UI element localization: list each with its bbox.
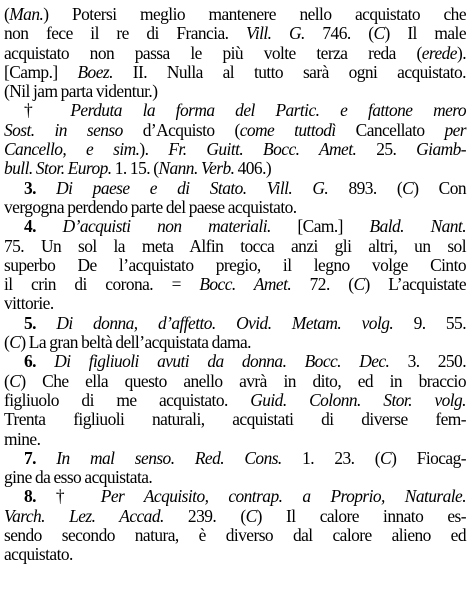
text-line xyxy=(4,294,466,313)
text-run: † xyxy=(55,486,101,507)
italic-text: Di figliuoli avuti da donna. Bocc. Dec. xyxy=(54,351,390,372)
text-run: ) La gran beltà dell’acquistata dama. xyxy=(20,332,251,353)
text-line xyxy=(4,507,466,526)
text-run: ) Con xyxy=(413,177,466,198)
italic-text: D’acquisti non materiali. xyxy=(62,216,271,237)
text-run: 893. ( xyxy=(328,177,403,198)
text-line xyxy=(4,352,466,371)
italic-text: Di donna, d’affetto. Ovid. Metam. volg. xyxy=(56,312,394,333)
italic-text: Varch. Lez. Accad. xyxy=(4,505,164,526)
italic-text: Vill. G. xyxy=(246,23,305,44)
text-run: 1. 23. ( xyxy=(281,447,381,468)
text-run: vergogna perdendo parte del paese acquistato. xyxy=(4,196,297,217)
italic-text: Man. xyxy=(9,4,44,24)
text-run: ) L’acquistate xyxy=(364,274,466,295)
italic-text: In mal senso. Red. Cons. xyxy=(56,447,282,468)
text-line xyxy=(4,487,466,506)
section-number: 6. xyxy=(24,351,55,372)
text-line xyxy=(4,179,466,198)
italic-text: Di paese e di Stato. Vill. G. xyxy=(56,177,329,198)
text-run: ( xyxy=(4,332,10,353)
text-run: 3. 250. xyxy=(389,351,466,372)
text-run: 1. 15. ( xyxy=(111,158,159,179)
italic-text: Perduta la forma del Partic. e fattone mero xyxy=(70,100,467,121)
text-run: ) Che ella questo anello avrà in dito, ed in braccio xyxy=(20,370,466,391)
italic-text: C xyxy=(9,370,21,391)
text-line xyxy=(4,101,466,120)
italic-text: Guid. Colonn. Stor. volg. xyxy=(250,389,466,410)
text-line xyxy=(4,333,466,352)
section-number: 3. xyxy=(24,177,57,198)
text-line xyxy=(4,468,466,487)
entry-text xyxy=(4,5,466,565)
text-run: il crin di corona. = xyxy=(4,274,200,295)
text-run: vittorie. xyxy=(4,293,54,314)
text-run: ) Fiocag- xyxy=(391,447,466,468)
italic-text: Per Acquisito, contrap. a Proprio, Naturale. xyxy=(100,486,467,507)
italic-text: C xyxy=(9,332,21,353)
section-number: 5. xyxy=(24,312,57,333)
italic-text: C xyxy=(245,505,257,526)
text-run: acquistato non passa le più volte terza reda ( xyxy=(4,42,422,63)
italic-text: Bocc. Amet. xyxy=(199,274,292,295)
text-run: ( xyxy=(4,370,10,391)
italic-text: erede xyxy=(421,42,457,63)
text-run: (Nil jam parta videntur.) xyxy=(4,81,158,102)
text-line xyxy=(4,391,466,410)
text-run: † xyxy=(24,100,71,121)
text-run: figliuolo di me acquistato. xyxy=(4,389,251,410)
text-line xyxy=(4,159,466,178)
text-run: gine da esso acquistata. xyxy=(4,467,153,488)
text-run: ). xyxy=(139,139,169,160)
text-run: 746. ( xyxy=(304,23,374,44)
text-run: d’Acquisto ( xyxy=(122,119,240,140)
text-line xyxy=(4,430,466,449)
text-line xyxy=(4,314,466,333)
italic-text: come tuttodì xyxy=(239,119,336,140)
text-run: ) Potersi meglio mantenere nello acquistato che xyxy=(43,4,466,24)
italic-text: Bald. Nant. xyxy=(369,216,466,237)
text-run: [Cam.] xyxy=(270,216,370,237)
text-line xyxy=(4,5,466,24)
italic-text: C xyxy=(373,23,385,44)
text-run: ) Il male xyxy=(384,23,466,44)
italic-text: Boez. xyxy=(77,61,113,82)
italic-text: Cancello, e sim. xyxy=(4,139,140,160)
italic-text: C xyxy=(402,177,414,198)
text-run: 25. xyxy=(356,139,417,160)
text-line xyxy=(4,140,466,159)
text-line xyxy=(4,121,466,140)
text-run: 239. ( xyxy=(163,505,246,526)
text-line xyxy=(4,449,466,468)
italic-text: per xyxy=(444,119,466,140)
text-line xyxy=(4,24,466,43)
italic-text: C xyxy=(353,274,365,295)
italic-text: C xyxy=(380,447,392,468)
text-run: 75. Un sol la meta Alfin tocca anzi gli altri, un sol xyxy=(4,235,466,256)
text-line xyxy=(4,237,466,256)
text-line xyxy=(4,63,466,82)
text-line xyxy=(4,372,466,391)
italic-text: bull. Stor. Europ. xyxy=(4,158,112,179)
text-run: Cancellato xyxy=(335,119,445,140)
text-run: acquistato. xyxy=(4,544,73,565)
text-run: [Camp.] xyxy=(4,61,78,82)
italic-text: Fr. Guitt. Bocc. Amet. xyxy=(168,139,357,160)
text-run: 72. ( xyxy=(291,274,354,295)
section-number: 7. xyxy=(24,447,57,468)
italic-text: Nann. Verb. xyxy=(158,158,235,179)
text-line xyxy=(4,198,466,217)
text-line xyxy=(4,275,466,294)
text-run: Trenta figliuoli naturali, acquistati di diverse fem- xyxy=(4,409,466,430)
text-run: ) Il calore innato es- xyxy=(256,505,466,526)
text-line xyxy=(4,545,466,564)
text-run: 9. 55. xyxy=(393,312,466,333)
text-run: 406.) xyxy=(234,158,272,179)
text-line xyxy=(4,82,466,101)
italic-text: Sost. in senso xyxy=(4,119,123,140)
text-run: non fece il re di Francia. xyxy=(4,23,247,44)
text-line xyxy=(4,410,466,429)
text-run: superbo De l’acquistato pregio, il legno volge Cinto xyxy=(4,254,466,275)
section-number: 4. xyxy=(24,216,63,237)
text-line xyxy=(4,526,466,545)
text-line xyxy=(4,256,466,275)
text-run: ( xyxy=(4,4,10,24)
text-run: ). xyxy=(456,42,466,63)
italic-text: Giamb- xyxy=(416,139,466,160)
text-run: sendo secondo natura, è diverso dal calore alieno ed xyxy=(4,525,466,546)
text-run: mine. xyxy=(4,428,41,449)
section-number: 8. xyxy=(24,486,56,507)
text-line xyxy=(4,44,466,63)
text-run: II. Nulla al tutto sarà ogni acquistato. xyxy=(112,61,466,82)
text-line xyxy=(4,217,466,236)
